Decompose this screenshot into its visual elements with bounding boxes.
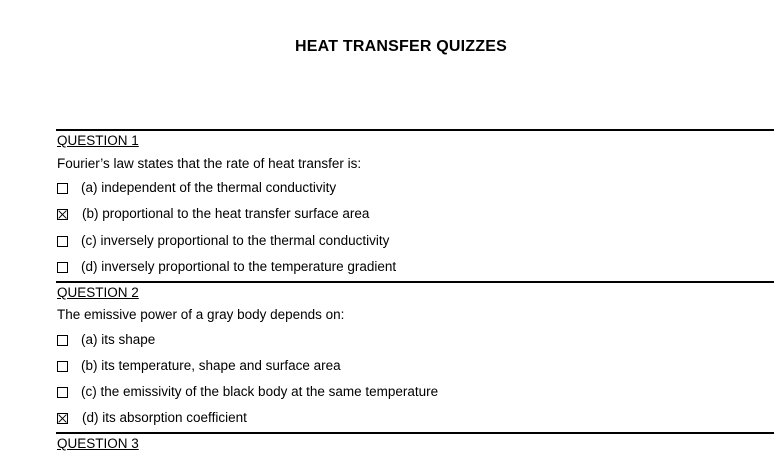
question-1-option-d[interactable] <box>57 259 396 275</box>
question-2-option-d[interactable] <box>57 410 247 426</box>
checkbox-empty-icon[interactable] <box>57 335 68 346</box>
question-1-option-c[interactable] <box>57 233 389 249</box>
page-title: HEAT TRANSFER QUIZZES <box>295 38 507 55</box>
option-label: (d) inversely proportional to the temperature gradient <box>81 259 397 274</box>
question-divider <box>56 432 774 434</box>
question-2-heading: QUESTION 2 <box>57 285 139 300</box>
checkbox-empty-icon[interactable] <box>57 387 68 398</box>
option-label: (a) independent of the thermal conductivity <box>81 180 337 195</box>
question-3-heading: QUESTION 3 <box>57 436 139 451</box>
checkbox-checked-icon[interactable] <box>57 413 68 424</box>
option-label: (d) its absorption coefficient <box>82 410 247 425</box>
checkbox-checked-icon[interactable] <box>57 209 68 220</box>
question-1-option-b[interactable] <box>57 206 369 222</box>
option-label: (b) its temperature, shape and surface area <box>81 358 341 373</box>
option-label: (a) its shape <box>81 332 156 347</box>
question-divider <box>56 129 774 131</box>
option-label: (c) the emissivity of the black body at the same temperature <box>81 384 439 399</box>
checkbox-empty-icon[interactable] <box>57 361 68 372</box>
checkbox-empty-icon[interactable] <box>57 183 68 194</box>
question-2-option-b[interactable] <box>57 358 341 374</box>
question-2-text: The emissive power of a gray body depends on: <box>57 307 345 322</box>
option-label: (b) proportional to the heat transfer surface area <box>82 206 370 221</box>
question-2-option-c[interactable] <box>57 384 438 400</box>
question-1-text: Fourier’s law states that the rate of heat transfer is: <box>57 156 362 171</box>
checkbox-empty-icon[interactable] <box>57 236 68 247</box>
question-2-option-a[interactable] <box>57 332 155 348</box>
checkbox-empty-icon[interactable] <box>57 262 68 273</box>
option-label: (c) inversely proportional to the thermal conductivity <box>81 233 390 248</box>
question-divider <box>56 281 774 283</box>
question-1-heading: QUESTION 1 <box>57 133 139 148</box>
question-1-option-a[interactable] <box>57 180 336 196</box>
